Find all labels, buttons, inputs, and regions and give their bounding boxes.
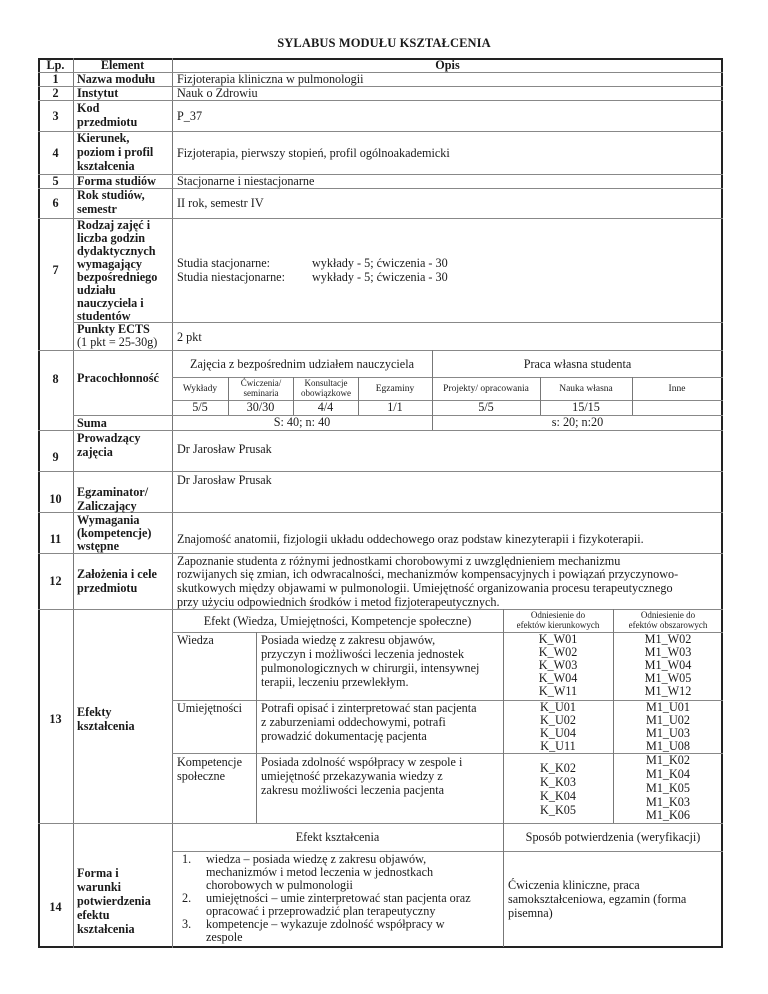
row-opis: P_37 [177,109,203,123]
row-element: Założenia i cele [77,567,157,581]
row-element: Kod [77,101,100,115]
row-element: kształcenia [77,922,135,936]
row-element: (kompetencje) [77,526,152,540]
kier-code: K_W01 [538,632,578,646]
row-element: dydaktycznych [77,244,156,258]
col-divider-category [256,632,257,823]
row-lp: 8 [52,372,59,386]
row-element: warunki [77,880,122,894]
row-opis: Dr Jarosław Prusak [177,473,272,487]
row-element: Kierunek, [77,131,130,145]
kier-code: K_U04 [540,726,576,740]
effect-category: Umiejętności [177,701,242,715]
row-element: udziału [77,283,116,297]
list-item: zespole [206,930,243,944]
group-contact-hours: Zajęcia z bezpośrednim udziałem nauczyciela [190,357,414,371]
list-item: chorobowych w pulmonologii [206,878,353,892]
row-line [38,471,723,472]
row-element: poziom i profil [77,145,154,159]
row-lp: 14 [49,900,62,914]
row-element: wymagający [77,257,142,271]
document-title: SYLABUS MODUŁU KSZTAŁCENIA [277,36,491,50]
row-element: wstępne [77,539,119,553]
row-element: Instytut [77,86,119,100]
header-element: Element [100,58,145,72]
row-lp: 10 [49,492,62,506]
kier-header: Odniesienie do [530,610,586,620]
row-element: semestr [77,202,117,216]
row-line [38,100,723,101]
col-wyklady: Wykłady [182,384,218,394]
row-opis: Nauk o Zdrowiu [177,86,258,100]
kier-code: K_W04 [538,671,578,685]
effect-header: Efekt kształcenia [295,830,380,844]
effect-text: prowadzić dokumentację pacjenta [261,729,427,743]
row-element: zajęcia [77,445,113,459]
row-line [38,430,723,431]
obsz-code: M1_W02 [644,632,692,646]
obsz-header: efektów obszarowych [628,620,708,630]
col-divider [632,377,633,415]
obsz-code: M1_K06 [645,808,690,822]
effect-text: Posiada zdolność współpracy w zespole i [261,755,463,769]
row-element: kształcenia [77,159,135,173]
row-element: Prowadzący [77,431,141,445]
col-divider-element [172,58,173,948]
row-element: Wymagania [77,513,140,527]
col-divider-lp [73,58,74,948]
row-element: bezpośredniego [77,270,158,284]
list-item: wiedza – posiada wiedzę z zakresu objawów, [206,852,427,866]
value-konsultacje: 4/4 [317,400,334,414]
row-opis: Znajomość anatomii, fizjologii układu oddechowego oraz podstaw kinezyterapii i fizykoterapii. [177,532,644,546]
row-opis: II rok, semestr IV [177,196,264,210]
list-number: 3. [182,917,192,931]
row-lp: 9 [52,450,59,464]
kier-code: K_K02 [540,761,576,775]
obsz-header: Odniesienie do [640,610,696,620]
obsz-code: M1_K04 [645,767,690,781]
row-element: Forma i [77,866,119,880]
row-element: przedmiotu [77,581,138,595]
obsz-code: M1_U02 [645,713,690,727]
row-element: potwierdzenia [77,894,151,908]
effect-text: Posiada wiedzę z zakresu objawów, [261,633,436,647]
verification-header: Sposób potwierdzenia (weryfikacji) [525,830,701,844]
row-element-note: (1 pkt = 25-30g) [77,335,158,349]
row-line [38,86,723,87]
obsz-code: M1_K03 [645,795,690,809]
kier-code: K_K04 [540,789,576,803]
effect-text: pulmonologicznych w chirurgii, intensywnej [261,661,480,675]
kier-header: efektów kierunkowych [516,620,600,630]
row-element: Rok studiów, [77,188,145,202]
list-item: kompetencje – wykazuje zdolność współpracy w [206,917,445,931]
value-nauka: 15/15 [572,400,600,414]
effects-header: Efekt (Wiedza, Umiejętności, Kompetencje społeczne) [203,614,472,628]
row-lp: 2 [52,86,59,100]
kier-code: K_W03 [538,658,578,672]
row-opis-line: skutkowych między objawami w pulmonologii. Umiejętność organizowania procesu terapeutycznego [177,581,673,595]
group-own-work: Praca własna studenta [523,357,632,371]
kier-code: K_U02 [540,713,576,727]
col-inne: Inne [668,384,686,394]
row-element: Zaliczający [77,499,137,513]
col-projekty: Projekty/ opracowania [443,384,529,394]
list-number: 1. [182,852,192,866]
row-element: Nazwa modułu [77,72,156,86]
list-number: 2. [182,891,192,905]
row-element: Rodzaj zajęć i [77,218,151,232]
obsz-code: M1_W05 [644,671,692,685]
row-opis-line: rozwijanych się zmian, ich odwracalności, mechanizmów kompensacyjnych i powiązań przyczynowo- [177,567,679,581]
row-line [38,512,723,513]
obsz-code: M1_W12 [644,684,692,698]
verification-text: pisemna) [508,906,553,920]
header-lp: Lp. [46,58,65,72]
row-element: nauczyciela i [77,296,144,310]
obsz-code: M1_K02 [645,753,690,767]
col-nauka: Nauka własna [559,384,613,394]
kier-code: K_K05 [540,803,576,817]
effect-text: przyczyn i możliwości leczenia jednostek [261,647,465,661]
row-element: Egzaminator/ [77,485,149,499]
col-cwiczenia: Ćwiczenia/ seminaria [240,378,282,398]
row-lp: 13 [49,712,62,726]
row-opis: 2 pkt [177,330,202,344]
row-line [73,322,723,323]
header-opis: Opis [435,58,460,72]
effect-text: z zaburzeniami oddechowymi, potrafi [261,715,446,729]
row-lp: 7 [52,263,59,277]
row-lp: 12 [49,574,62,588]
list-item: opracować i przeprowadzić plan terapeutyczny [206,904,436,918]
row-element: efektu [77,908,110,922]
row-element: studentów [77,309,131,323]
row-element: Pracochłonność [77,371,159,385]
col-egzaminy: Egzaminy [375,384,415,394]
effect-category: społeczne [177,769,226,783]
obsz-code: M1_W03 [644,645,692,659]
row-opis: Dr Jarosław Prusak [177,442,272,456]
hours-value: wykłady - 5; ćwiczenia - 30 [312,256,448,270]
list-item: mechanizmów i metod leczenia w jednostkach [206,865,434,879]
obsz-code: M1_U03 [645,726,690,740]
kier-code: K_U11 [540,739,576,753]
row-element: liczba godzin [77,231,146,245]
effect-text: terapii, leczeniu przewlekłym. [261,675,409,689]
row-opis-line: Zapoznanie studenta z różnymi jednostkami chorobowymi z uwzględnieniem mechanizmu [177,554,621,568]
kier-code: K_U01 [540,700,576,714]
value-projekty: 5/5 [478,400,494,414]
row-lp: 3 [52,109,59,123]
hours-label: Studia niestacjonarne: [177,270,285,284]
effect-text: umiejętność przekazywania wiedzy z [261,769,443,783]
effect-text: Potrafi opisać i zinterpretować stan pacjenta [261,701,477,715]
obsz-code: M1_K05 [645,781,690,795]
row-line [38,350,723,351]
row-opis: Stacjonarne i niestacjonarne [177,174,315,188]
list-item: umiejętności – umie zinterpretować stan pacjenta oraz [206,891,471,905]
effect-text: zakresu możliwości leczenia pacjenta [261,783,445,797]
kier-code: K_W02 [538,645,578,659]
value-egzaminy: 1/1 [387,400,403,414]
row-element: przedmiotu [77,115,138,129]
row-line [38,131,723,132]
row-opis-line: przy użyciu odpowiednich środków i metod fizjoterapeutycznych. [177,595,500,609]
obsz-code: M1_U01 [645,700,690,714]
hours-value: wykłady - 5; ćwiczenia - 30 [312,270,448,284]
kier-code: K_K03 [540,775,576,789]
row-line [38,823,723,824]
suma-own: s: 20; n:20 [551,415,604,429]
row-lp: 4 [52,146,59,160]
obsz-code: M1_U08 [645,739,690,753]
hours-label: Studia stacjonarne: [177,256,271,270]
row-opis: Fizjoterapia, pierwszy stopień, profil ogólnoakademicki [177,146,450,160]
kier-code: K_W11 [538,684,578,698]
suma-label: Suma [77,416,107,430]
col-konsultacje: Konsultacje obowiązkowe [301,378,351,398]
row-lp: 5 [52,174,59,188]
row-opis: Fizjoterapia kliniczna w pulmonologii [177,72,364,86]
value-wyklady: 5/5 [192,400,208,414]
row-lp: 11 [49,532,62,546]
effect-category: Wiedza [177,633,214,647]
suma-contact: S: 40; n: 40 [273,415,331,429]
row-lp: 6 [52,196,59,210]
row-lp: 1 [52,72,59,86]
verification-text: Ćwiczenia kliniczne, praca [508,878,640,892]
value-cwiczenia: 30/30 [246,400,275,414]
verification-text: samokształceniowa, egzamin (forma [508,892,687,906]
row-element: Punkty ECTS [77,322,150,336]
effect-category: Kompetencje [177,755,242,769]
obsz-code: M1_W04 [644,658,692,672]
row-element: Efekty [77,705,112,719]
row-element: Forma studiów [77,174,156,188]
row-element: kształcenia [77,719,135,733]
